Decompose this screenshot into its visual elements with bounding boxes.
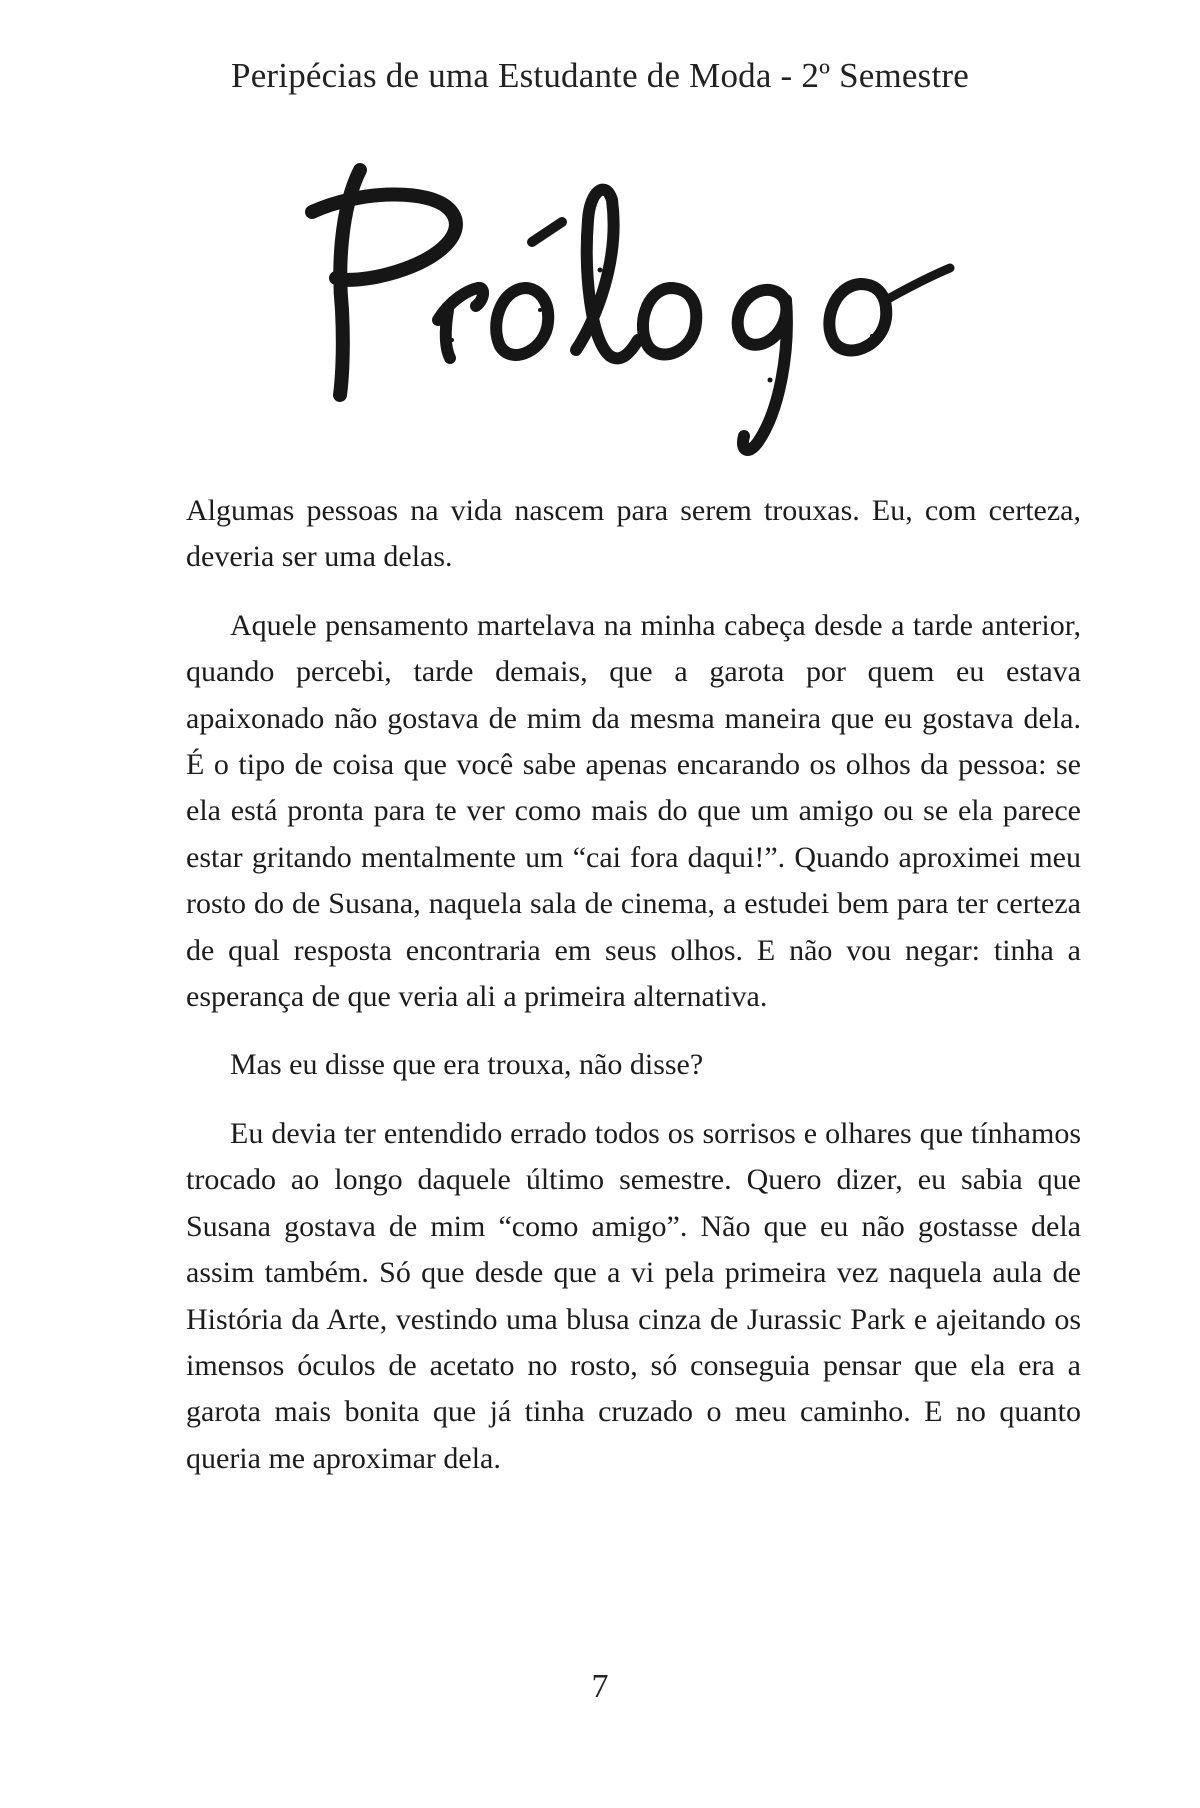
paragraph-2: Aquele pensamento martelava na minha cabeça desde a tarde anterior, quando percebi, tarde demais, que a garota por quem eu estava apaixonado não gostava de mim da mesma maneira que eu gostava dela. É o tipo de coisa que você sabe apenas encarando os olhos da pessoa: se ela está pronta para te ver como mais do que um amigo ou se ela parece estar gritando mentalmente um “cai fora daqui!”. Quando aproximei meu rosto do de Susana, naquela sala de cinema, a estudei bem para ter certeza de qual resposta encontraria em seus olhos. E não vou negar: tinha a esperança de que veria ali a primeira alternativa.: [186, 608, 1081, 1014]
paragraph-1: Algumas pessoas na vida nascem para serem trouxas. Eu, com certeza, deveria ser uma delas.: [186, 494, 1081, 574]
chapter-title-script: [300, 150, 1000, 480]
page-number: 7: [591, 1668, 609, 1705]
running-header: Peripécias de uma Estudante de Moda - 2º Semestre: [231, 56, 969, 95]
paragraph-4: Eu devia ter entendido errado todos os sorrisos e olhares que tínhamos trocado ao longo daquele último semestre. Quero dizer, eu sabia que Susana gostava de mim “como amigo”. Não que eu não gostasse dela assim também. Só que desde que a vi pela primeira vez naquela aula de História da Arte, vestindo uma blusa cinza de Jurassic Park e ajeitando os imensos óculos de acetato no rosto, só conseguia pensar que ela era a garota mais bonita que já tinha cruzado o meu caminho. E no quanto queria me aproximar dela.: [186, 1116, 1081, 1475]
paragraph-3: Mas eu disse que era trouxa, não disse?: [230, 1048, 704, 1082]
prologo-lettering-icon: [300, 150, 1000, 480]
body-text: [186, 488, 1081, 1504]
